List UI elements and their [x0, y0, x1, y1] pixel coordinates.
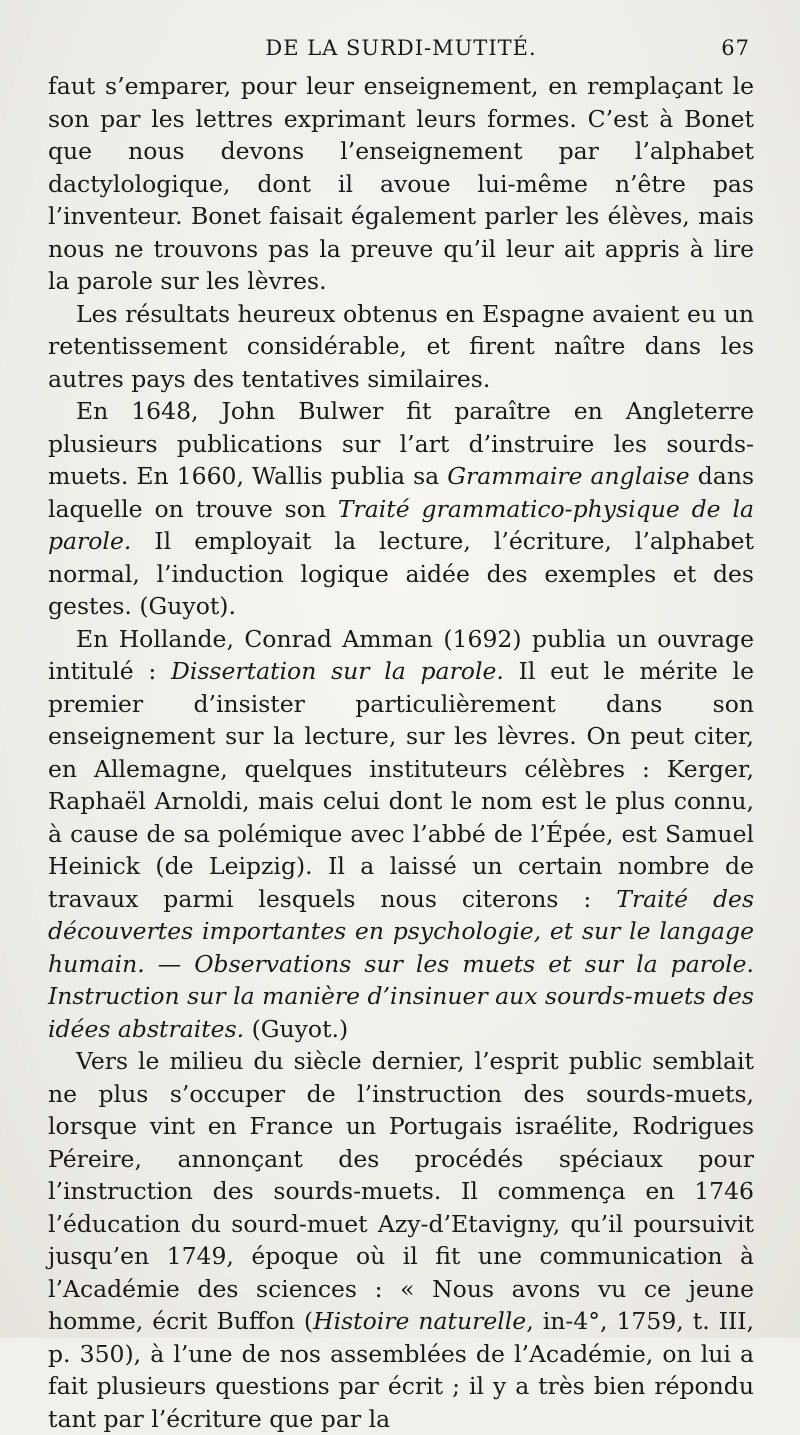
- italic-title: Traité grammatico-physique de la parole.: [48, 494, 754, 555]
- italic-title: Histoire naturelle: [313, 1307, 527, 1335]
- text-run: Les résultats heureux obtenus en Espagne avaient eu un retentissement considérable, et firent naître dans les autres pays des tentatives similaires.: [48, 299, 754, 393]
- text-run: Vers le milieu du siècle dernier, l’esprit public semblait ne plus s’occuper de l’instruction des sourds-muets, lorsque vint en France un Portugais israélite, Rodrigues Péreire, annonçant des procédés spéciaux pour l’instruction des sourds-muets. Il commença en 1746 l’éducation du sourd-muet Azy-d’Etavigny, qu’il poursuivit jusqu’en 1749, époque où il fit une communication à l’Académie des sciences : « Nous avons vu ce jeune homme, écrit Buffon (: [48, 1047, 754, 1335]
- text-run: (Guyot.): [244, 1014, 349, 1043]
- italic-title: Dissertation sur la parole.: [171, 657, 504, 685]
- text-run: Il employait la lecture, l’écriture, l’alphabet normal, l’induction logique aidée des exemples et des gestes. (Guyot).: [48, 527, 754, 620]
- text-run: En 1648, John Bulwer fit paraître en Angleterre plusieurs publications sur l’art d’instruire les sourds-muets. En 1660, Wallis publia sa: [48, 397, 754, 490]
- italic-title: Traité des découvertes importantes en psychologie, et sur le langage humain. — Observations sur les muets et sur la parole. Instruction sur la manière d’insinuer aux sourds-muets des idées abstraites.: [48, 884, 755, 1043]
- italic-title: Grammaire anglaise: [447, 462, 690, 490]
- body-text: [48, 70, 754, 1435]
- running-head: [48, 36, 754, 70]
- paragraph: [48, 623, 754, 1046]
- text-run: faut s’emparer, pour leur enseignement, en remplaçant le son par les lettres exprimant leurs formes. C’est à Bonet que nous devons l’enseignement par l’alphabet dactylologique, dont il avoue lui-même n’être pas l’inventeur. Bonet faisait également parler les élèves, mais nous ne trouvons pas la preuve qu’il leur ait appris à lire la parole sur les lèvres.: [48, 72, 754, 295]
- text-run: dans laquelle on trouve son: [48, 462, 755, 523]
- page-number: 67: [721, 36, 750, 60]
- paragraph: [48, 395, 754, 623]
- running-head-title: DE LA SURDI-MUTITÉ.: [265, 36, 537, 60]
- paragraph: [48, 298, 754, 396]
- paragraph: [48, 70, 754, 298]
- text-run: , in-4°, 1759, t. III, p. 350), à l’une de nos assemblées de l’Académie, on lui a fait plusieurs questions par écrit ; il y a très bien répondu tant par l’écriture que par la: [48, 1307, 755, 1433]
- paragraph: [48, 1045, 754, 1435]
- text-run: En Hollande, Conrad Amman (1692) publia un ouvrage intitulé :: [48, 624, 754, 685]
- text-run: Il eut le mérite le premier d’insister particulièrement dans son enseignement sur la lecture, sur les lèvres. On peut citer, en Allemagne, quelques instituteurs célèbres : Kerger, Raphaël Arnoldi, mais celui dont le nom est le plus connu, à cause de sa polémique avec l’abbé de l’Épée, est Samuel Heinick (de Leipzig). Il a laissé un certain nombre de travaux parmi lesquels nous citerons :: [48, 657, 754, 913]
